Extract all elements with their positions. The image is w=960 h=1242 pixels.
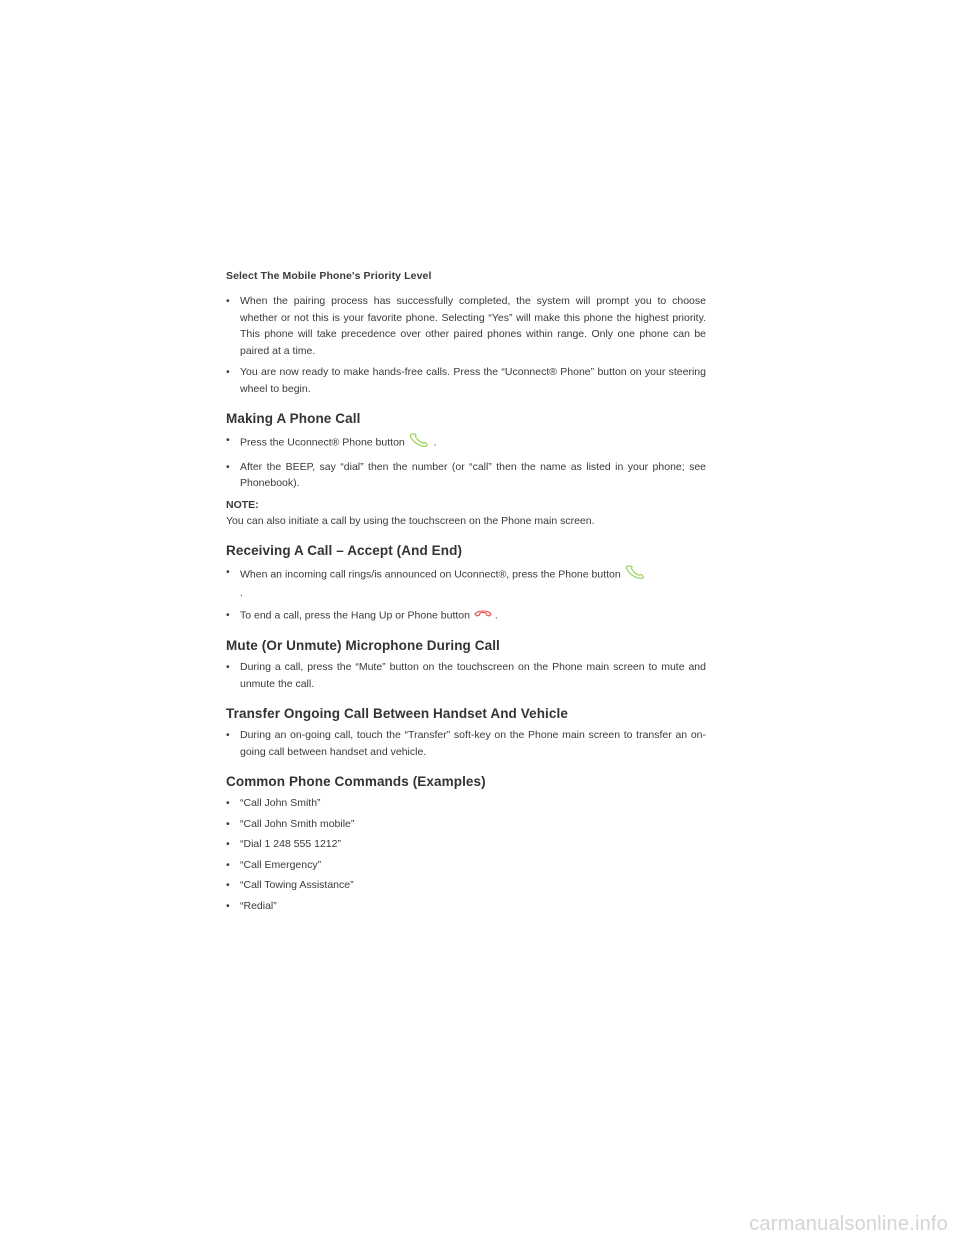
list-item-text: During a call, press the “Mute” button on the touchscreen on the Phone main screen to mute and unmute the call. — [240, 661, 706, 690]
list-item — [226, 659, 706, 692]
bullet: • — [226, 879, 230, 891]
watermark: carmanualsonline.info — [749, 1213, 948, 1235]
list-item-text: “Call John Smith mobile” — [240, 817, 355, 830]
section-heading: Transfer Ongoing Call Between Handset And Vehicle — [226, 706, 568, 721]
hangup-icon — [473, 607, 495, 625]
bullet: • — [226, 729, 230, 741]
list-item — [226, 459, 706, 492]
bullet: • — [226, 608, 230, 621]
making-call-section — [226, 411, 706, 529]
bullet: • — [226, 838, 230, 850]
bullet: • — [226, 858, 230, 871]
bullet: • — [226, 366, 230, 378]
list-item — [226, 795, 706, 812]
priority-list — [226, 293, 706, 397]
list-item-text: “Call John Smith” — [240, 797, 321, 809]
list-item — [226, 857, 706, 874]
bullet: • — [226, 565, 230, 578]
bullet: • — [226, 434, 230, 446]
list-item-text: “Redial” — [240, 899, 277, 912]
list-item-text-end: . — [494, 609, 498, 622]
list-item-text: Press the Uconnect® Phone button — [240, 436, 405, 449]
page-content — [226, 270, 706, 928]
phone-icon — [408, 432, 434, 454]
list-item-text-end: . — [433, 436, 437, 449]
list-item-text: “Call Emergency” — [240, 858, 322, 871]
bullet: • — [226, 295, 230, 307]
list-item — [226, 432, 706, 454]
making-call-list — [226, 432, 706, 492]
list-item — [226, 564, 706, 602]
note-label: NOTE: — [226, 498, 259, 511]
section-heading: Mute (Or Unmute) Microphone During Call — [226, 638, 500, 653]
receiving-section — [226, 543, 706, 625]
commands-section — [226, 774, 706, 914]
list-item-text: “Dial 1 248 555 1212” — [240, 838, 341, 850]
priority-section — [226, 270, 706, 397]
section-heading: Common Phone Commands (Examples) — [226, 774, 486, 789]
priority-heading: Select The Mobile Phone's Priority Level — [226, 270, 432, 282]
mute-list — [226, 659, 706, 692]
note-text: You can also initiate a call by using the touchscreen on the Phone main screen. — [226, 514, 595, 527]
bullet: • — [226, 661, 230, 673]
section-heading: Receiving A Call – Accept (And End) — [226, 542, 463, 558]
list-item — [226, 364, 706, 397]
list-item — [226, 877, 706, 894]
bullet: • — [226, 797, 230, 809]
bullet: • — [226, 899, 230, 912]
bullet: • — [226, 817, 230, 830]
mute-section — [226, 638, 706, 692]
list-item-text: After the BEEP, say “dial” then the number (or “call” then the name as listed in your phone; see Phonebook). — [240, 460, 706, 489]
list-item — [226, 836, 706, 853]
commands-list — [226, 795, 706, 914]
phone-icon — [624, 564, 650, 586]
list-item — [226, 727, 706, 760]
list-item-text: To end a call, press the Hang Up or Phone button — [240, 609, 470, 622]
transfer-list — [226, 727, 706, 760]
list-item-text: During an on-going call, touch the “Transfer” soft-key on the Phone main screen to transfer an on-going call between handset and vehicle. — [240, 729, 706, 758]
list-item-text: “Call Towing Assistance” — [240, 879, 354, 891]
section-heading: Making A Phone Call — [226, 411, 361, 426]
list-item-text: You are now ready to make hands-free calls. Press the “Uconnect® Phone” button on your steering wheel to begin. — [240, 366, 706, 395]
receiving-list — [226, 564, 706, 625]
list-item-text-end: . — [240, 587, 243, 599]
list-item — [226, 293, 706, 359]
bullet: • — [226, 460, 230, 473]
list-item-text: When the pairing process has successfully completed, the system will prompt you to choose whether or not this is your favorite phone. Selecting “Yes” will make this phone the highest priority. This phone will take precedence over other paired phones within range. Only one phone can be paired at a time. — [240, 295, 706, 357]
list-item — [226, 816, 706, 833]
transfer-section — [226, 706, 706, 760]
list-item — [226, 898, 706, 915]
list-item — [226, 607, 706, 625]
list-item-text: When an incoming call rings/is announced on Uconnect®, press the Phone button — [240, 568, 621, 581]
